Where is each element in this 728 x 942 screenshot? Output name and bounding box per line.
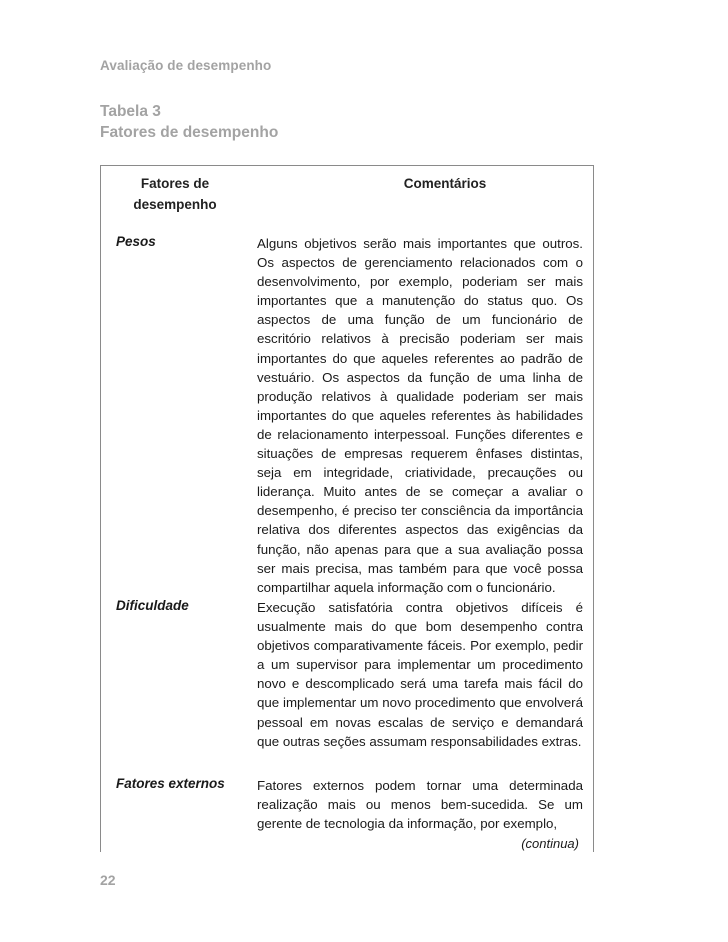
row-comment-fatores-externos: Fatores externos podem tornar uma determinada realização mais ou menos bem-sucedida. Se um gerente de tecnologia da informação, por exemplo,: [257, 778, 583, 832]
table-number: Tabela 3: [100, 103, 161, 120]
row-label-fatores-externos: Fatores externos: [116, 776, 225, 791]
row-comment-pesos: Alguns objetivos serão mais importantes que outros. Os aspectos de gerenciamento relacionados com o desenvolvimento, por exemplo, poderiam ser mais importantes que a manutenção do status quo. Os aspectos de uma função de um funcionário de escritório relativos à precisão poderiam ser mais importantes do que aqueles referentes ao padrão de vestuário. Os aspectos da função de uma linha de produção relativos à qualidade poderiam ser mais importantes do que aqueles referentes às habilidades de relacionamento interpessoal. Funções diferentes e situações de empresas requerem ênfases distintas, seja em integridade, criatividade, precauções ou liderança. Muito antes de se começar a avaliar o desempenho, é preciso ter consciência da importância relativa dos diferentes aspectos das exigências da função, não apenas para que a sua avaliação possa ser mais precisa, mas também para que você possa compartilhar aquela informação com o funcionário.: [257, 236, 583, 595]
running-head: Avaliação de desempenho: [100, 58, 272, 73]
row-comment-dificuldade: Execução satisfatória contra objetivos difíceis é usualmente mais do que bom desempenho contra objetivos comparativamente fáceis. Por exemplo, pedir a um supervisor para implementar um procedimento novo e descomplicado será uma tarefa mais fácil do que implementar um novo procedimento que envolverá pessoal em novas escalas de serviço e demandará que outras seções assumam responsabilidades extras.: [257, 600, 583, 749]
page-number: 22: [100, 872, 116, 888]
row-label-pesos: Pesos: [116, 234, 156, 249]
table-title: Fatores de desempenho: [100, 124, 279, 141]
table-caption: [100, 101, 278, 143]
row-label-dificuldade: Dificuldade: [116, 598, 189, 613]
continuation-note: (continua): [521, 836, 579, 851]
column-header-factors-line2: desempenho: [133, 197, 217, 212]
column-header-factors-line1: Fatores de: [140, 176, 210, 191]
column-header-comments: Comentários: [403, 176, 487, 191]
column-header-factors: [120, 173, 230, 215]
